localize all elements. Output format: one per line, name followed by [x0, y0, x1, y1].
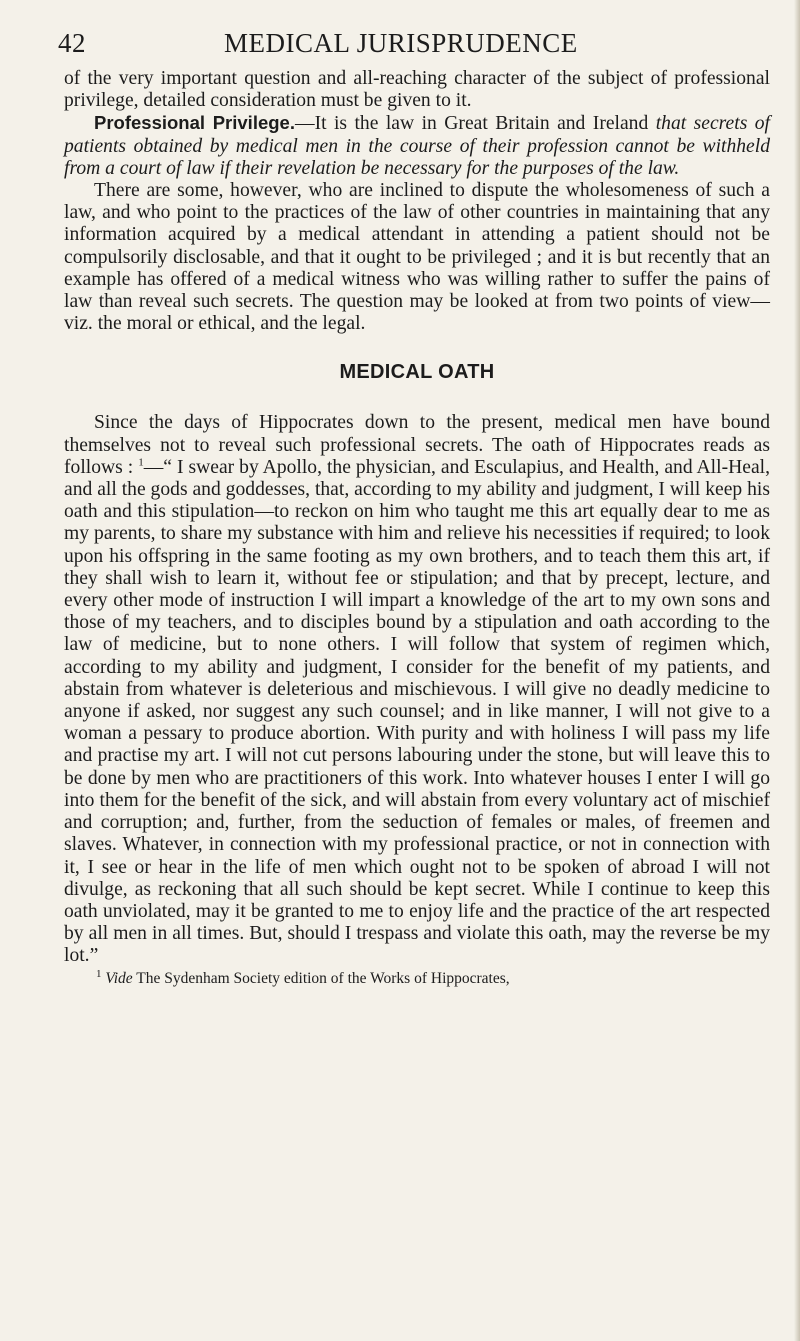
oath-intro-text: Since the days of Hippocrates down to the present, medical men have bound themselves not to reveal such professional secrets. The oath of Hippocrates reads as follows :: [64, 412, 770, 478]
oath-text: —“ I swear by Apollo, the physician, and Esculapius, and Health, and All-Heal, and all the gods and goddesses, that, according to my ability and judgment, I will keep his oath and this stipulation—to reckon on him who taught me this art equally dear to me as my parents, to share my substance with him and relieve his necessities if required; to look upon his offspring in the same footing as my own brothers, and to teach them this art, if they shall wish to learn it, without fee or stipulation; and that by precept, lecture, and every other mode of instruction I will impart a knowledge of the art to my own sons and those of my teachers, and to disciples bound by a stipulation and oath according to the law of medicine, but to none others. I will follow that system of regimen which, according to my ability and judgment, I consider for the benefit of my patients, and abstain from whatever is deleterious and mischievous. I will give no deadly medicine to anyone if asked, nor suggest any such counsel; and in like manner, I will not give to a woman a pessary to produce abortion. With purity and with holiness I will pass my life and practise my art. I will not cut persons labouring under the stone, but will leave this to be done by men who are practitioners of this work. Into whatever houses I enter I will go into them for the benefit of the sick, and will abstain from every voluntary act of mischief and corruption; and, further, from the seduction of females or males, of freemen and slaves. Whatever, in connection with my professional practice, or not in connection with it, I see or hear in the life of men which ought not to be spoken of abroad I will not divulge, as reckoning that all such should be kept secret. While I continue to keep this oath unviolated, may it be granted to me to enjoy life and the practice of the art respected by all men in all times. But, should I trespass and violate this oath, may the reverse be my lot.”: [64, 456, 770, 967]
page-header: [58, 28, 770, 68]
page-number: 42: [58, 28, 86, 58]
footnote-reference: 1: [138, 456, 144, 469]
running-head: MEDICAL JURISPRUDENCE: [224, 28, 578, 58]
book-page: [58, 28, 770, 988]
footnote-text: The Sydenham Society edition of the Works of Hippocrates,: [132, 969, 510, 987]
footnote-vide: Vide: [105, 969, 133, 987]
paragraph-professional-privilege: [64, 112, 770, 180]
section-title: MEDICAL OATH: [339, 361, 495, 384]
footnote-marker: 1: [96, 967, 102, 980]
privilege-italic-text: that secrets of patients obtained by medical men in the course of their profession cannot be withheld from a court of law if their revelation be necessary for the purposes of the law.: [64, 113, 770, 179]
paragraph-oath: [64, 412, 770, 967]
paragraph-dispute: There are some, however, who are inclined to dispute the wholesomeness of such a law, and who point to the practices of the law of other countries in maintaining that any information acquired by a medical attendant in attending a patient should not be compulsorily disclosable, and that it ought to be privileged ; and it is but recently that an example has offered of a medical witness who was willing rather to suffer the pains of law than reveal such secrets. The question may be looked at from two points of view—viz. the moral or ethical, and the legal.: [64, 180, 770, 335]
footnote: [64, 967, 770, 988]
professional-privilege-heading: Professional Privilege.: [94, 112, 295, 134]
privilege-lead-text: —It is the law in Great Britain and Ireland: [294, 113, 656, 135]
page-edge-shadow: [794, 0, 800, 1341]
paragraph-intro: of the very important question and all-reaching character of the subject of professional privilege, detailed consideration must be given to it.: [64, 68, 770, 112]
